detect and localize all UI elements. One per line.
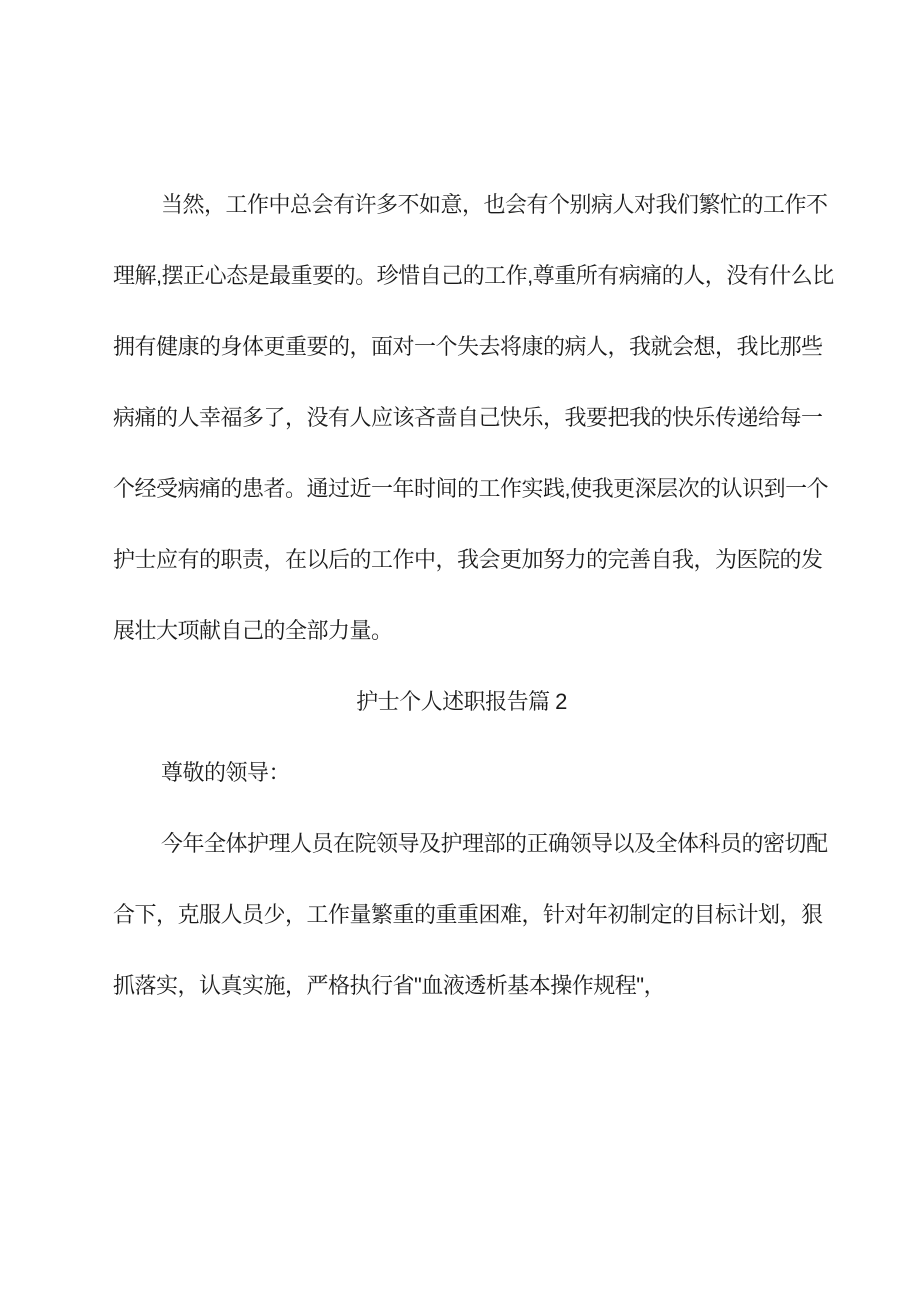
paragraph-line: 合下，克服人员少，工作量繁重的重重困难，针对年初制定的目标计划，狠 (113, 902, 823, 927)
paragraph-line: 抓落实，认真实施，严格执行省"血液透析基本操作规程"， (113, 973, 666, 998)
paragraph-line: 病痛的人幸福多了，没有人应该吝啬自己快乐，我要把我的快乐传递给每一 (113, 405, 823, 430)
paragraph-line: 理解,摆正心态是最重要的。珍惜自己的工作,尊重所有病痛的人，没有什么比 (113, 263, 834, 288)
paragraph-line: 护士应有的职责，在以后的工作中，我会更加努力的完善自我，为医院的发 (113, 547, 823, 572)
paragraph-line: 今年全体护理人员在院领导及护理部的正确领导以及全体科员的密切配 (161, 831, 828, 856)
paragraph-line: 拥有健康的身体更重要的，面对一个失去将康的病人，我就会想，我比那些 (113, 334, 823, 359)
section-heading: 护士个人述职报告篇 2 (356, 689, 567, 714)
paragraph-line: 个经受病痛的患者。通过近一年时间的工作实践,使我更深层次的认识到一个 (113, 476, 829, 501)
paragraph-line: 展壮大项献自己的全部力量。 (113, 618, 393, 643)
salutation-line: 尊敬的领导： (161, 760, 291, 785)
paragraph-line: 当然，工作中总会有许多不如意，也会有个别病人对我们繁忙的工作不 (161, 192, 828, 217)
